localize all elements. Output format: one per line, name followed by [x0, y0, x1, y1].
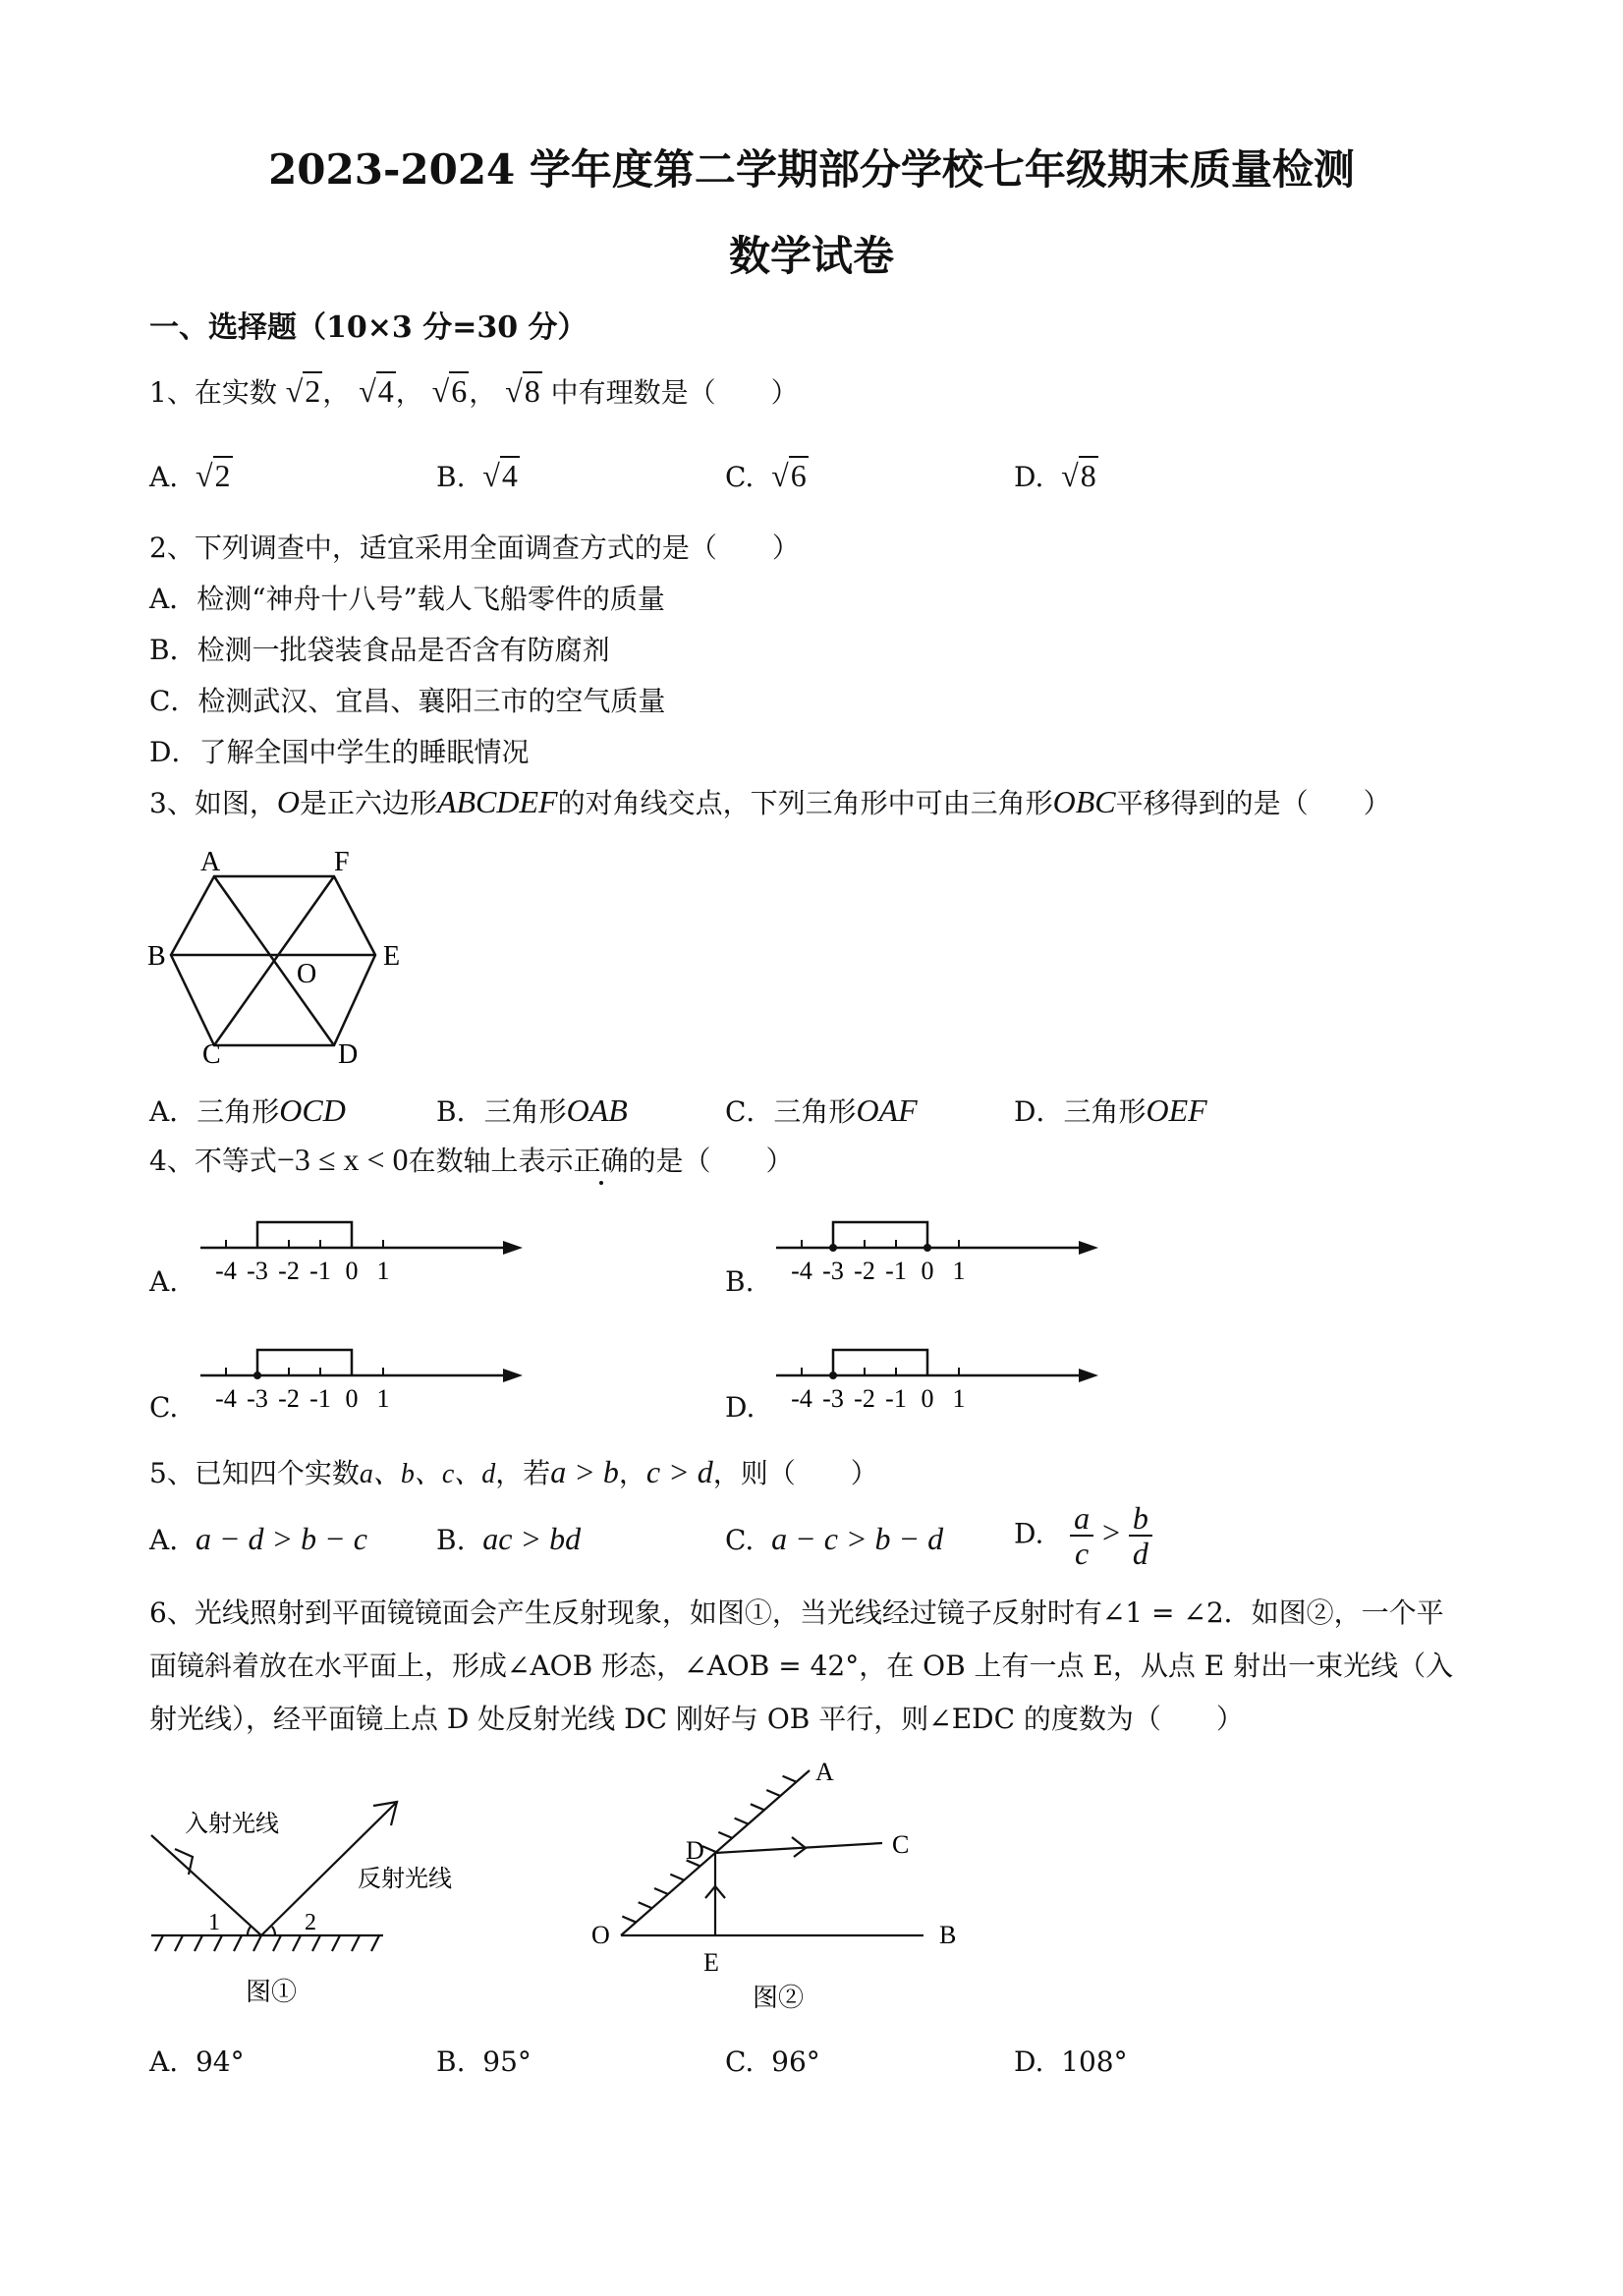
tick-label: -1 — [885, 1384, 907, 1413]
q5-option-b[interactable]: B. ac > bd — [436, 1521, 582, 1556]
tick-label: 0 — [921, 1384, 934, 1413]
q2-option-c[interactable]: C．检测武汉、宜昌、襄阳三市的空气质量 — [149, 685, 666, 717]
point-a-label: A — [815, 1758, 834, 1786]
question-6-line-3: 射光线），经平面镜上点 D 处反射光线 DC 刚好与 OB 平行，则∠EDC 的度数为（ ） — [149, 1703, 1244, 1735]
tick-label: 0 — [921, 1257, 934, 1285]
reflection-figure-1 — [147, 1768, 452, 2024]
vertex-label-e: E — [383, 941, 401, 972]
q1-option-b[interactable]: B. √4 — [436, 458, 518, 493]
question-4-stem: 4、不等式−3 ≤ x < 0在数轴上表示正确的是（ ） — [149, 1142, 794, 1177]
mirror-hatch — [735, 1819, 749, 1824]
axis-arrow — [503, 1369, 523, 1382]
sqrt-expression: √2 — [285, 373, 321, 409]
figure-2-caption: 图② — [753, 1984, 805, 2012]
vertex-label-f: F — [334, 847, 350, 877]
tick-label: -4 — [215, 1257, 237, 1285]
tick-label: -4 — [215, 1384, 237, 1413]
incident-ray-label: 入射光线 — [185, 1812, 279, 1837]
question-1-stem: 1、在实数 √2， √4， √6， √8 中有理数是（ ） — [149, 373, 799, 409]
question-2-stem: 2、下列调查中，适宜采用全面调查方式的是（ ） — [149, 532, 800, 564]
interval-bracket — [257, 1222, 352, 1248]
vertex-label-b: B — [147, 941, 166, 972]
mirror-hatch — [751, 1804, 764, 1810]
figure-1-caption: 图① — [246, 1978, 298, 2006]
q3-option-c[interactable]: C．三角形OAF — [725, 1092, 918, 1128]
hexagon-figure — [147, 845, 413, 1071]
left-endpoint-dot — [829, 1372, 837, 1379]
question-6-line-1: 6、光线照射到平面镜镜面会产生反射现象，如图①，当光线经过镜子反射时有∠1 = ∠2．如图②，一个平 — [149, 1596, 1444, 1629]
q4-option-a-label[interactable]: A. — [149, 1265, 179, 1298]
tick-label: -3 — [822, 1384, 844, 1413]
mirror-hatch — [702, 1846, 716, 1852]
number-line-d — [772, 1326, 1106, 1425]
interval-bracket — [257, 1350, 352, 1375]
q3-option-d[interactable]: D．三角形OEF — [1014, 1092, 1207, 1128]
mirror-hatch — [622, 1917, 636, 1923]
question-5-stem: 5、已知四个实数a、b、c、d，若a > b，c > d，则（ ） — [149, 1454, 878, 1489]
page-title: 2023-2024 学年度第二学期部分学校七年级期末质量检测 — [268, 145, 1355, 194]
q2-option-b[interactable]: B．检测一批袋装食品是否含有防腐剂 — [149, 634, 610, 666]
q3-option-a[interactable]: A．三角形OCD — [149, 1092, 346, 1128]
vertex-label-c: C — [202, 1039, 221, 1070]
q6-option-d[interactable]: D. 108° — [1014, 2045, 1128, 2078]
interval-bracket — [833, 1222, 927, 1248]
left-endpoint-dot — [253, 1372, 261, 1379]
q1-option-a[interactable]: A. √2 — [149, 458, 231, 493]
tick-label: 0 — [345, 1384, 359, 1413]
mirror-hatch — [639, 1902, 652, 1908]
section-heading: 一、选择题（10×3 分=30 分） — [149, 310, 588, 345]
left-endpoint-dot — [829, 1244, 837, 1252]
angle-2-label: 2 — [305, 1910, 316, 1935]
axis-arrow — [503, 1241, 523, 1255]
q5-option-a[interactable]: A. a − d > b − c — [149, 1521, 367, 1556]
q5-option-d[interactable]: D. $\frac{a}{c}$ > $\frac{b}{d}$ — [1014, 1501, 1152, 1570]
fraction: $\frac{b}{d}$ — [1129, 1501, 1152, 1570]
tick-label: -2 — [278, 1257, 300, 1285]
sqrt-expression: √4 — [359, 373, 394, 409]
point-o-label: O — [591, 1921, 610, 1949]
interval-bracket — [833, 1350, 927, 1375]
q6-option-b[interactable]: B. 95° — [436, 2045, 532, 2078]
center-label-o: O — [297, 959, 317, 989]
mirror-hatch — [783, 1776, 797, 1782]
vertex-label-a: A — [200, 847, 221, 877]
tick-label: -3 — [247, 1384, 268, 1413]
reflected-ray-label: 反射光线 — [358, 1867, 452, 1892]
tick-label: -3 — [247, 1257, 268, 1285]
tick-label: -2 — [854, 1384, 875, 1413]
angle-1-label: 1 — [208, 1910, 220, 1935]
tick-label: 0 — [345, 1257, 359, 1285]
mirror-hatch — [766, 1790, 780, 1796]
right-endpoint-dot — [923, 1244, 931, 1252]
q2-option-d[interactable]: D．了解全国中学生的睡眠情况 — [149, 736, 530, 768]
point-d-label: D — [686, 1836, 704, 1865]
tick-label: 1 — [376, 1257, 390, 1285]
q4-option-b-label[interactable]: B. — [725, 1265, 755, 1298]
sqrt-expression: √6 — [431, 373, 468, 409]
number-line-a — [196, 1199, 531, 1297]
tick-label: -2 — [854, 1257, 875, 1285]
axis-arrow — [1079, 1369, 1098, 1382]
tick-label: 1 — [952, 1257, 966, 1285]
tick-label: -2 — [278, 1384, 300, 1413]
tick-label: -3 — [822, 1257, 844, 1285]
question-6-line-2: 面镜斜着放在水平面上，形成∠AOB 形态，∠AOB = 42°，在 OB 上有一点 E，从点 E 射出一束光线（入 — [149, 1650, 1454, 1682]
tick-label: 1 — [376, 1384, 390, 1413]
mirror-hatch — [670, 1875, 684, 1880]
page-subtitle: 数学试卷 — [728, 232, 894, 280]
tick-label: -4 — [791, 1384, 812, 1413]
question-3-stem: 3、如图，O是正六边形ABCDEF的对角线交点，下列三角形中可由三角形OBC平移得到的是（ ） — [149, 784, 1391, 819]
number-line-b — [772, 1199, 1106, 1297]
tick-label: 1 — [952, 1384, 966, 1413]
point-b-label: B — [939, 1921, 957, 1949]
q6-option-c[interactable]: C. 96° — [725, 2045, 820, 2078]
mirror-hatch — [718, 1832, 732, 1838]
q4-option-c-label[interactable]: C. — [149, 1391, 179, 1424]
q4-option-d-label[interactable]: D. — [725, 1391, 756, 1424]
q2-option-a[interactable]: A．检测“神舟十八号”载人飞船零件的质量 — [149, 583, 665, 615]
q1-option-d[interactable]: D. √8 — [1014, 458, 1096, 493]
tick-label: -4 — [791, 1257, 812, 1285]
mirror-hatch — [654, 1888, 668, 1894]
tick-label: -1 — [309, 1384, 331, 1413]
q5-option-c[interactable]: C. a − c > b − d — [725, 1521, 944, 1556]
q6-option-a[interactable]: A. 94° — [149, 2045, 245, 2078]
tick-label: -1 — [309, 1257, 331, 1285]
sqrt-expression: √8 — [505, 373, 540, 409]
fraction: $\frac{a}{c}$ — [1070, 1501, 1093, 1570]
axis-arrow — [1079, 1241, 1098, 1255]
q3-option-b[interactable]: B．三角形OAB — [436, 1092, 628, 1128]
tick-label: -1 — [885, 1257, 907, 1285]
number-line-c — [196, 1326, 531, 1425]
point-e-label: E — [703, 1948, 719, 1977]
q1-option-c[interactable]: C. √6 — [725, 458, 807, 493]
point-c-label: C — [892, 1830, 910, 1859]
reflection-figure-2 — [580, 1749, 992, 2034]
vertex-label-d: D — [338, 1039, 359, 1070]
emphasis-text: 正确 — [573, 1145, 629, 1177]
